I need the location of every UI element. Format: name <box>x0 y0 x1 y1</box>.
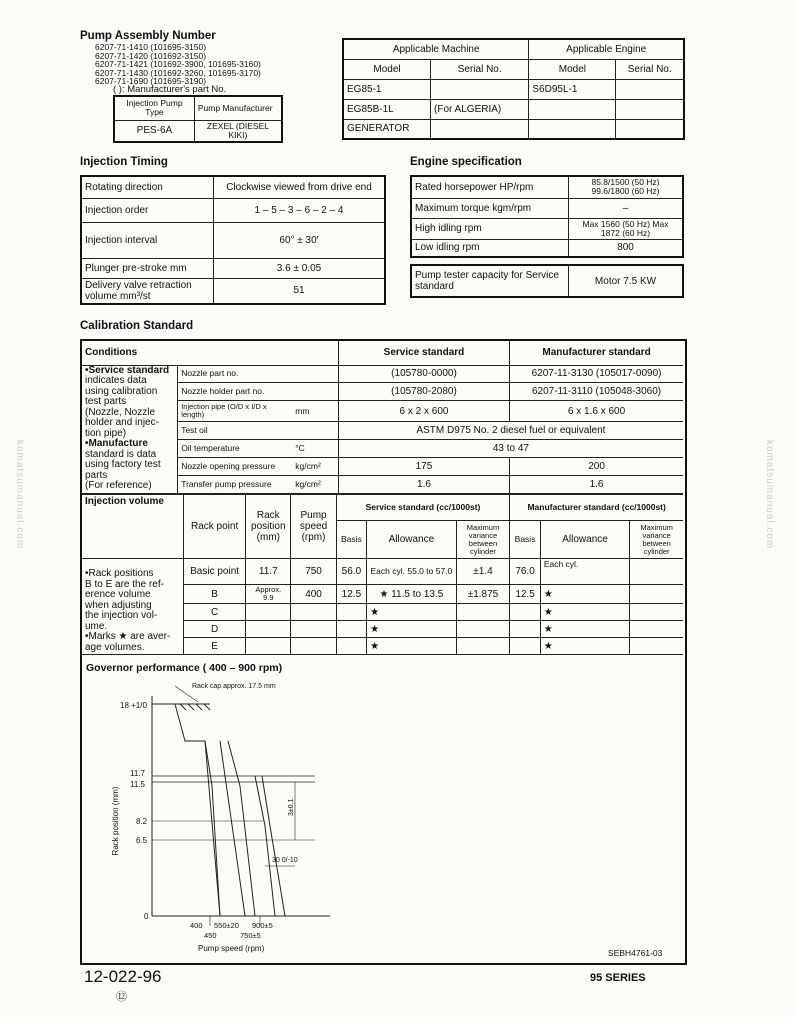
vol-svc-basis <box>336 604 367 621</box>
vol-speed: 750 <box>291 559 336 585</box>
angle-label: 30 0/-10 <box>272 857 298 864</box>
note-line: (For reference) <box>85 480 152 491</box>
rack-cap-hatch <box>180 704 210 710</box>
allowance-header: Allowance <box>367 521 456 559</box>
vol-svc-var: ±1.875 <box>456 585 510 604</box>
cond-unit: °C <box>292 439 338 457</box>
pump-note: ( ): Manufacturer's part No. <box>113 84 227 95</box>
note-line: using calibration <box>85 385 158 397</box>
engine-model: S6D95L-1 <box>529 79 616 99</box>
note-line: test parts <box>85 396 127 407</box>
conditions-table <box>82 341 683 494</box>
vol-mfr-var <box>630 638 683 655</box>
cond-svc: 6 x 2 x 600 <box>338 401 509 422</box>
vol-mfr-allow: Each cyl. <box>540 559 629 585</box>
note-line: tion pipe) <box>85 427 127 439</box>
timing-value: 51 <box>214 278 386 304</box>
governor-diagram <box>80 676 680 961</box>
timing-value: 1 – 5 – 3 – 6 – 2 – 4 <box>214 198 386 222</box>
mfr-std-header: Manufacturer standard <box>510 341 683 365</box>
timing-label: Delivery valve retraction volume mm³/st <box>81 278 214 304</box>
vol-mfr-var <box>630 604 683 621</box>
engine-label: Maximum torque kgm/rpm <box>411 198 569 218</box>
footer-page-mark: ⑫ <box>116 991 127 1003</box>
mfr-header: Pump Manufacturer <box>194 96 282 120</box>
cond-mfr: 200 <box>510 457 683 475</box>
cond-label: Injection pipe (O/D x I/D x length) <box>178 401 293 422</box>
governor-title: Governor performance ( 400 – 900 rpm) <box>86 662 283 674</box>
applicable-table <box>342 38 685 140</box>
vol-svc-allow: ★ <box>367 621 456 638</box>
engine-label: Low idling rpm <box>411 239 569 257</box>
model-header: Model <box>343 59 431 79</box>
rackcap-label: Rack cap approx. 17.5 mm <box>192 683 276 690</box>
y-tick: 8.2 <box>136 817 148 826</box>
engine-serial-header: Serial No. <box>616 59 684 79</box>
vol-pos <box>246 621 291 638</box>
engine-serial <box>616 99 684 119</box>
machine-header: Applicable Machine <box>343 39 529 59</box>
vol-pos <box>246 604 291 621</box>
timing-label: Plunger pre-stroke mm <box>81 258 214 278</box>
machine-model: EG85B-1L <box>343 99 431 119</box>
vol-svc-basis: 12.5 <box>336 585 367 604</box>
note-line: indicates data <box>85 375 147 386</box>
vol-svc-basis <box>336 638 367 655</box>
pump-number: 6207-71-1430 (101692-3260, 101695-3170) <box>95 67 261 78</box>
cond-svc: (105780-2080) <box>338 383 509 401</box>
injvol-notes <box>82 559 184 655</box>
pump-number: 6207-71-1410 (101695-3150) <box>95 42 207 52</box>
conditions-title: Conditions <box>82 341 338 365</box>
y-tick: 18 +1/0 <box>120 701 147 710</box>
basis-header: Basis <box>510 521 541 559</box>
pump-tester-table <box>410 264 684 298</box>
vol-svc-var <box>456 621 510 638</box>
vol-mfr-allow: ★ <box>540 604 629 621</box>
y-tick: 0 <box>144 912 149 921</box>
vol-mfr-allow: ★ <box>540 621 629 638</box>
watermark-right: komatsumanual.com <box>764 440 775 550</box>
gov-curve-left-2 <box>205 741 220 916</box>
note-line: the injection vol- <box>85 610 158 621</box>
pump-number: 6207-71-1420 (101692-3150) <box>95 50 207 61</box>
vol-svc-allow: ★ 11.5 to 13.5 <box>367 585 456 604</box>
note-line: B to E are the ref- <box>85 578 164 590</box>
injvol-title: Injection volume <box>82 495 184 559</box>
machine-model: GENERATOR <box>343 119 431 139</box>
cond-label: Nozzle part no. <box>178 365 293 383</box>
engine-serial <box>616 79 684 99</box>
vol-svc-allow: ★ <box>367 604 456 621</box>
vol-point: E <box>184 638 246 655</box>
conditions-notes <box>82 365 178 493</box>
vol-pos: Approx. 9.9 <box>246 585 291 604</box>
tester-label: Pump tester capacity for Service standard <box>411 265 569 297</box>
mfr-value: ZEXEL (DIESEL KIKI) <box>194 120 282 142</box>
vol-svc-var <box>456 604 510 621</box>
inj-type-value: PES-6A <box>114 120 194 142</box>
maxvar-header: Maximum variance between cylinder <box>456 521 510 559</box>
note-line: •Rack positions <box>85 568 154 579</box>
machine-serial: (For ALGERIA) <box>431 99 529 119</box>
mfr-vol-header: Manufacturer standard (cc/1000st) <box>510 495 683 521</box>
vol-mfr-var <box>630 559 683 585</box>
machine-model: EG85-1 <box>343 79 431 99</box>
cond-label: Test oil <box>178 422 293 440</box>
watermark-left: komatsumanual.com <box>14 440 25 550</box>
vol-mfr-basis <box>510 621 541 638</box>
engine-label: Rated horsepower HP/rpm <box>411 176 569 198</box>
cond-unit <box>292 422 338 440</box>
y-tick: 6.5 <box>136 836 148 845</box>
engine-value: 85.8/1500 (50 Hz) 99.6/1800 (60 Hz) <box>569 176 684 198</box>
engine-header: Applicable Engine <box>529 39 684 59</box>
x-tick: 900±5 <box>252 921 273 930</box>
cond-unit <box>292 383 338 401</box>
doc-number: SEBH4761-03 <box>608 948 663 958</box>
cond-label: Nozzle opening pressure <box>178 457 293 475</box>
cond-unit: kg/cm² <box>292 457 338 475</box>
y-axis-label: Rack position (mm) <box>111 786 120 856</box>
note-line: holder and injec- <box>85 417 159 428</box>
vol-speed <box>291 621 336 638</box>
vol-point: D <box>184 621 246 638</box>
cond-label: Transfer pump pressure <box>178 475 293 493</box>
cond-unit: mm <box>292 401 338 422</box>
pump-number: 6207-71-1690 (101695-3190) <box>95 76 207 86</box>
vol-mfr-basis <box>510 638 541 655</box>
vol-mfr-var <box>630 585 683 604</box>
vol-svc-basis: 56.0 <box>336 559 367 585</box>
vol-svc-var: ±1.4 <box>456 559 510 585</box>
timing-label: Injection interval <box>81 222 214 258</box>
pump-assembly-title: Pump Assembly Number <box>80 30 216 42</box>
vol-pos <box>246 638 291 655</box>
note-line: using factory test <box>85 459 161 470</box>
cond-mfr: 6207-11-3110 (105048-3060) <box>510 383 683 401</box>
x-tick: 750±5 <box>240 931 261 940</box>
gov-curve-right-2 <box>262 776 285 916</box>
tester-value: Motor 7.5 KW <box>569 265 684 297</box>
engine-spec-table <box>410 175 684 258</box>
cond-mfr: 1.6 <box>510 475 683 493</box>
pump-number: 6207-71-1421 (101692-3900, 101695-3160) <box>95 59 261 69</box>
pump-type-table <box>113 95 283 143</box>
engine-spec-title: Engine specification <box>410 156 522 168</box>
note-line: •Marks ★ are aver- <box>85 631 171 642</box>
y-tick: 11.7 <box>130 769 145 778</box>
gov-curve-left <box>175 704 220 916</box>
cond-label: Oil temperature <box>178 439 293 457</box>
cond-unit: kg/cm² <box>292 475 338 493</box>
timing-value: 60° ± 30' <box>214 222 386 258</box>
pump-number-list <box>95 43 261 86</box>
vol-speed: 400 <box>291 585 336 604</box>
cond-label: Nozzle holder part no. <box>178 383 293 401</box>
gov-curve-mid <box>220 741 245 916</box>
engine-value: – <box>569 198 684 218</box>
rack-position-header: Rack position (mm) <box>246 495 291 559</box>
timing-value: 3.6 ± 0.05 <box>214 258 386 278</box>
vol-svc-allow: Each cyl. 55.0 to 57.0 <box>367 559 456 585</box>
engine-model-header: Model <box>529 59 616 79</box>
vol-svc-basis <box>336 621 367 638</box>
vol-point: B <box>184 585 246 604</box>
basis-header: Basis <box>336 521 367 559</box>
x-tick: 400 <box>190 921 203 930</box>
serial-header: Serial No. <box>431 59 529 79</box>
note-line: age volumes. <box>85 641 145 653</box>
cond-both: 43 to 47 <box>338 439 683 457</box>
note-line: erence volume <box>85 589 151 600</box>
service-std-header: Service standard <box>338 341 509 365</box>
x-tick: 450 <box>204 931 217 940</box>
inj-type-header: Injection Pump Type <box>114 96 194 120</box>
vol-speed <box>291 604 336 621</box>
cond-svc: 175 <box>338 457 509 475</box>
calibration-title: Calibration Standard <box>80 320 194 332</box>
cond-svc: 1.6 <box>338 475 509 493</box>
vol-mfr-var <box>630 621 683 638</box>
vol-point: C <box>184 604 246 621</box>
note-line: (Nozzle, Nozzle <box>85 406 156 418</box>
cond-svc: (105780-0000) <box>338 365 509 383</box>
injection-timing-title: Injection Timing <box>80 156 168 168</box>
vol-mfr-basis: 12.5 <box>510 585 541 604</box>
timing-label: Rotating direction <box>81 176 214 198</box>
machine-serial <box>431 119 529 139</box>
vol-speed <box>291 638 336 655</box>
vol-mfr-allow: ★ <box>540 585 629 604</box>
injection-volume-table <box>82 494 683 655</box>
cond-unit <box>292 365 338 383</box>
x-axis-label: Pump speed (rpm) <box>198 944 265 953</box>
vol-point: Basic point <box>184 559 246 585</box>
engine-model <box>529 99 616 119</box>
pump-speed-header: Pump speed (rpm) <box>291 495 336 559</box>
rack-point-header: Rack point <box>184 495 246 559</box>
note-line: when adjusting <box>85 599 152 611</box>
allowance-header: Allowance <box>540 521 629 559</box>
note-line: •Service standard <box>85 364 170 376</box>
vol-svc-allow: ★ <box>367 638 456 655</box>
dim-label-3: 3±0.1 <box>288 798 295 816</box>
note-line: parts <box>85 469 108 481</box>
cond-mfr: 6 x 1.6 x 600 <box>510 401 683 422</box>
injection-timing-table <box>80 175 386 305</box>
engine-serial <box>616 119 684 139</box>
engine-label: High idling rpm <box>411 218 569 239</box>
vol-mfr-basis: 76.0 <box>510 559 541 585</box>
engine-value: Max 1560 (50 Hz) Max 1872 (60 Hz) <box>569 218 684 239</box>
timing-value: Clockwise viewed from drive end <box>214 176 386 198</box>
vol-mfr-basis <box>510 604 541 621</box>
cond-mfr: 6207-11-3130 (105017-0090) <box>510 365 683 383</box>
note-line: •Manufacture <box>85 438 148 449</box>
cond-both: ASTM D975 No. 2 diesel fuel or equivalent <box>338 422 683 440</box>
engine-value: 800 <box>569 239 684 257</box>
maxvar-header: Maximum variance between cylinder <box>630 521 683 559</box>
y-tick: 11.5 <box>130 780 145 789</box>
vol-svc-var <box>456 638 510 655</box>
footer-series: 95 SERIES <box>590 972 646 984</box>
note-line: ume. <box>85 620 108 632</box>
vol-mfr-allow: ★ <box>540 638 629 655</box>
engine-model <box>529 119 616 139</box>
note-line: standard is data <box>85 448 157 460</box>
svc-vol-header: Service standard (cc/1000st) <box>336 495 510 521</box>
x-tick: 550±20 <box>214 921 239 930</box>
timing-label: Injection order <box>81 198 214 222</box>
vol-pos: 11.7 <box>246 559 291 585</box>
footer-page-code: 12-022-96 <box>84 967 162 986</box>
machine-serial <box>431 79 529 99</box>
